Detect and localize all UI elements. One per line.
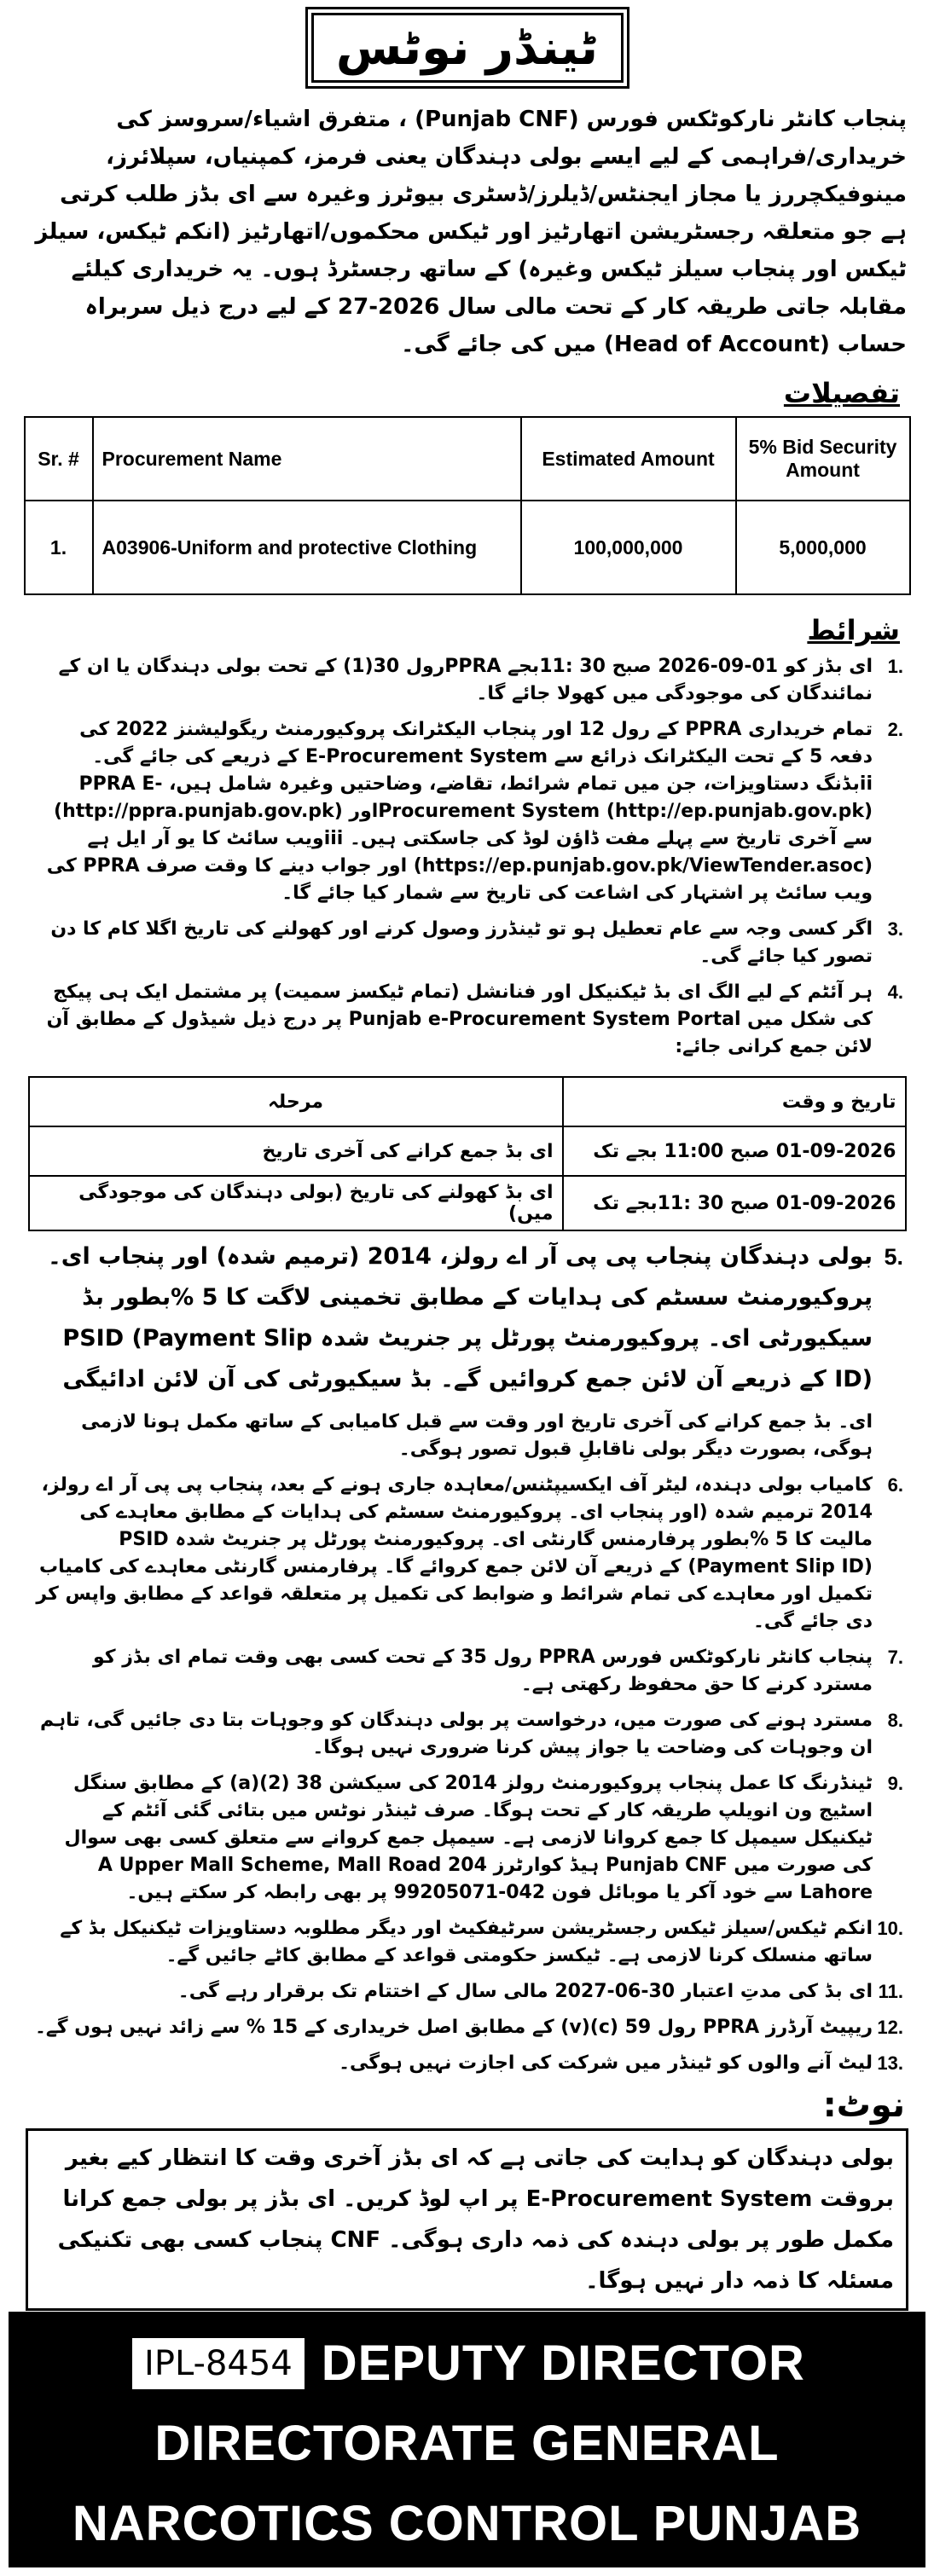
condition-text: تمام خریداری PPRA کے رول 12 اور پنجاب الیکٹرانک پروکیورمنٹ ریگولیشنز 2022 کی دفعہ 5 کے تحت الیکٹرانک ذرائع سے E-Procurement System کے ذریعے کی جائے گی۔ iiبڈنگ دستاویزات، جن میں تمام شرائط، تقاضے، وضاحتیں وغیرہ شامل ہیں، PPRA E-Procurement System (http://ep.punjab.gov.pk)اور (http://ppra.punjab.gov.pk) سے آخری تاریخ سے پہلے مفت ڈاؤن لوڈ کی جاسکتی ہیں۔ iiiویب سائٹ کا یو آر ایل ہے (https://ep.punjab.gov.pk/ViewTender.asoc) اور جواب دینے کا وقت صرف PPRA کی ویب سائٹ پر اشتہار کی اشاعت کی تاریخ سے شمار کیا جائے گا۔: [46, 719, 873, 904]
condition-text: ای بڈ کی مدتِ اعتبار 30-06-2027 مالی سال کے اختتام تک برقرار رہے گی۔: [177, 1981, 873, 2002]
condition-text: ریپیٹ آرڈرز PPRA رول 59 (c)(v) کے مطابق اصل خریداری کے 15 % سے زائد نہیں ہوں گے۔: [34, 2017, 873, 2038]
conditions-list: [31, 653, 903, 1061]
conditions-heading: شرائط: [807, 614, 900, 646]
condition-text: ہر آئٹم کے لیے الگ ای بڈ ٹیکنیکل اور فنانشل (تمام ٹیکسز سمیت) پر مشتمل ایک ہی پیکج کی شکل میں Punjab e-Procurement System Portal پر درج ذیل شیڈول کے مطابق آن لائن جمع کرانی جائے:: [46, 981, 873, 1057]
schedule-header-row: [29, 1077, 906, 1126]
condition-number: 5.: [884, 1244, 903, 1270]
list-item: [31, 979, 903, 1061]
condition-number: 2.: [887, 719, 903, 740]
list-item: [31, 716, 903, 907]
list-item: [31, 1644, 903, 1699]
footer-banner: [9, 2312, 925, 2567]
schedule-table: [28, 1076, 907, 1231]
list-item: [31, 916, 903, 970]
schedule-stage: ای بڈ کھولنے کی تاریخ (بولی دہندگان کی موجودگی میں): [29, 1176, 563, 1230]
condition-text: اگر کسی وجہ سے عام تعطیل ہو تو ٹینڈرز وصول کرنے اور کھولنے کی تاریخ اگلا کام کا دن تصور کیا جائے گی۔: [50, 918, 873, 967]
condition-text: پنجاب کانٹر نارکوٹکس فورس PPRA رول 35 کے تحت کسی بھی وقت تمام ای بڈز کو مسترد کرنے کا حق محفوظ رکھتی ہے۔: [92, 1647, 873, 1695]
intro-paragraph: پنجاب کانٹر نارکوٹکس فورس (Punjab CNF) ، متفرق اشیاء/سروسز کی خریداری/فراہمی کے لیے ایسے بولی دہندگان یعنی فرمز، کمپنیاں، سپلائرز، مینوفیکچررز یا مجاز ایجنٹس/ڈیلرز/ڈسٹری بیوٹرز وغیرہ سے ای بڈز طلب کرتی ہے جو متعلقہ رجسٹریشن اتھارٹیز اور ٹیکس محکموں/اتھارٹیز (انکم ٹیکس، سیلز ٹیکس اور پنجاب سیلز ٹیکس وغیرہ) کے ساتھ رجسٹرڈ ہوں۔ یہ خریداری کیلئے مقابلہ جاتی طریقہ کار کے تحت مالی سال 2026-27 کے لیے درج ذیل سربراہ حساب (Head of Account) میں کی جائے گی۔: [35, 107, 907, 357]
footer-line-2: DIRECTORATE GENERAL: [154, 2416, 780, 2471]
schedule-header-stage: مرحلہ: [29, 1077, 563, 1126]
header-procurement-name: Procurement Name: [93, 417, 521, 501]
details-heading: تفصیلات: [783, 377, 900, 409]
table-header-row: [25, 417, 910, 501]
table-row: [25, 501, 910, 594]
condition-number: 9.: [887, 1773, 903, 1794]
cell-bid-security: 5,000,000: [736, 501, 910, 594]
condition-number: 10.: [877, 1918, 903, 1939]
condition-text: ای۔ بڈ جمع کرانے کی آخری تاریخ اور وقت سے قبل کامیابی کے ساتھ مکمل ہونا لازمی ہوگی، بصورت دیگر بولی ناقابلِ قبول تصور ہوگی۔: [81, 1411, 873, 1460]
condition-number: 1.: [887, 656, 903, 677]
list-item: [31, 1472, 903, 1635]
conditions-list-continued: [31, 1236, 903, 2077]
list-item: [31, 653, 903, 708]
page-title: ٹینڈر نوٹس: [335, 20, 599, 76]
schedule-datetime: 01-09-2026 صبح 30 :11بجے تک: [563, 1176, 906, 1230]
condition-text: انکم ٹیکس/سیلز ٹیکس رجسٹریشن سرٹیفکیٹ اور دیگر مطلوبہ دستاویزات ٹیکنیکل بڈ کے ساتھ منسلک کرنا لازمی ہے۔ ٹیکسز حکومتی قواعد کے مطابق کاٹے جائیں گے۔: [60, 1918, 873, 1966]
cell-procurement-name: A03906-Uniform and protective Clothing: [93, 501, 521, 594]
ipl-number: IPL-8454: [129, 2335, 308, 2393]
cell-sr: 1.: [25, 501, 93, 594]
condition-text: مسترد ہونے کی صورت میں، درخواست پر بولی دہندگان کو وجوہات بتا دی جائیں گی، تاہم ان وجوہات کی وضاحت یا جواز پیش کرنا ضروری نہیں ہوگا۔: [40, 1710, 873, 1758]
schedule-header-datetime: تاریخ و وقت: [563, 1077, 906, 1126]
list-item: [31, 1409, 903, 1463]
note-box: بولی دہندگان کو ہدایت کی جاتی ہے کہ ای بڈز آخری وقت کا انتظار کیے بغیر بروقت E-Procurement System پر اپ لوڈ کریں۔ ای بڈز پر بولی جمع کرانا مکمل طور پر بولی دہندہ کی ذمہ داری ہوگی۔ CNF پنجاب کسی بھی تکنیکی مسئلہ کا ذمہ دار نہیں ہوگا۔: [26, 2128, 908, 2311]
table-row: [29, 1126, 906, 1176]
cell-estimated-amount: 100,000,000: [521, 501, 736, 594]
header-sr: Sr. #: [25, 417, 93, 501]
header-bid-security: 5% Bid Security Amount: [736, 417, 910, 501]
condition-text: بولی دہندگان پنجاب پی پی آر اے رولز، 2014 (ترمیم شدہ) اور پنجاب ای۔ پروکیورمنٹ سسٹم کی ہدایات کے مطابق تخمینی لاگت کا 5 %بطور بڈ سیکیورٹی ای۔ پروکیورمنٹ پورٹل پر جنریٹ شدہ PSID (Payment Slip ID) کے ذریعے آن لائن جمع کروائیں گے۔ بڈ سیکیورٹی کی آن لائن ادائیگی: [47, 1243, 873, 1392]
condition-text: ٹینڈرنگ کا عمل پنجاب پروکیورمنٹ رولز 2014 کی سیکشن 38 (2)(a) کے مطابق سنگل اسٹیج ون انویلپ طریقہ کار کے تحت ہوگا۔ صرف ٹینڈر نوٹس میں بتائی گئی آئٹم کے ٹیکنیکل سیمپل کا جمع کروانا لازمی ہے۔ سیمپل جمع کروانے سے متعلق کسی بھی سوال کی صورت میں Punjab CNF ہیڈ کوارٹرز 204 A Upper Mall Scheme, Mall Road Lahore سے خود آکر یا موبائل فون 042-99205071 پر بھی رابطہ کر سکتے ہیں۔: [64, 1773, 873, 1903]
condition-number: 11.: [878, 1981, 903, 2002]
procurement-table: [24, 416, 911, 595]
schedule-datetime: 01-09-2026 صبح 11:00 بجے تک: [563, 1126, 906, 1176]
condition-text: کامیاب بولی دہندہ، لیٹر آف ایکسیپٹنس/معاہدہ جاری ہونے کے بعد، پنجاب پی پی آر اے رولز، 2014 ترمیم شدہ (اور پنجاب ای۔ پروکیورمنٹ سسٹم کی ہدایات کے مطابق معاہدے کی مالیت کا 5 %بطور پرفارمنس گارنٹی ای۔ پروکیورمنٹ پورٹل پر جنریٹ شدہ PSID (Payment Slip ID) کے ذریعے آن لائن جمع کروائے گا۔ پرفارمنس گارنٹی معاہدے کی کامیاب تکمیل اور معاہدے کی تمام شرائط و ضوابط کی تکمیل پر متعلقہ قواعد کے مطابق واپس کر دی جائے گی۔: [36, 1474, 873, 1632]
list-item: [31, 1978, 903, 2006]
condition-number: 4.: [887, 981, 903, 1003]
condition-number: 12.: [877, 2017, 903, 2038]
footer-line-3: NARCOTICS CONTROL PUNJAB: [72, 2496, 862, 2551]
list-item: [31, 1915, 903, 1970]
note-heading: نوٹ:: [822, 2086, 905, 2125]
condition-number: 8.: [887, 1710, 903, 1731]
condition-number: 3.: [887, 918, 903, 940]
list-item: [31, 1770, 903, 1907]
list-item: [31, 2050, 903, 2077]
list-item: [31, 1707, 903, 1762]
condition-text: لیٹ آنے والوں کو ٹینڈر میں شرکت کی اجازت نہیں ہوگی۔: [339, 2052, 873, 2074]
title-box: [305, 7, 629, 89]
header-estimated-amount: Estimated Amount: [521, 417, 736, 501]
schedule-stage: ای بڈ جمع کرانے کی آخری تاریخ: [29, 1126, 563, 1176]
list-item: [31, 2014, 903, 2041]
condition-number: 7.: [887, 1647, 903, 1668]
condition-number: 6.: [887, 1474, 903, 1496]
footer-row-1: [9, 2324, 925, 2404]
list-item: [31, 1236, 903, 1400]
condition-text: ای بڈز کو 01-09-2026 صبح 30 :11بجے PPRAرول 30(1) کے تحت بولی دہندگان یا ان کے نمائندگان کی موجودگی میں کھولا جائے گا۔: [58, 656, 873, 704]
table-row: [29, 1176, 906, 1230]
condition-number: [873, 1409, 903, 1463]
condition-number: 13.: [877, 2052, 903, 2074]
footer-line-1: DEPUTY DIRECTOR: [321, 2336, 805, 2391]
